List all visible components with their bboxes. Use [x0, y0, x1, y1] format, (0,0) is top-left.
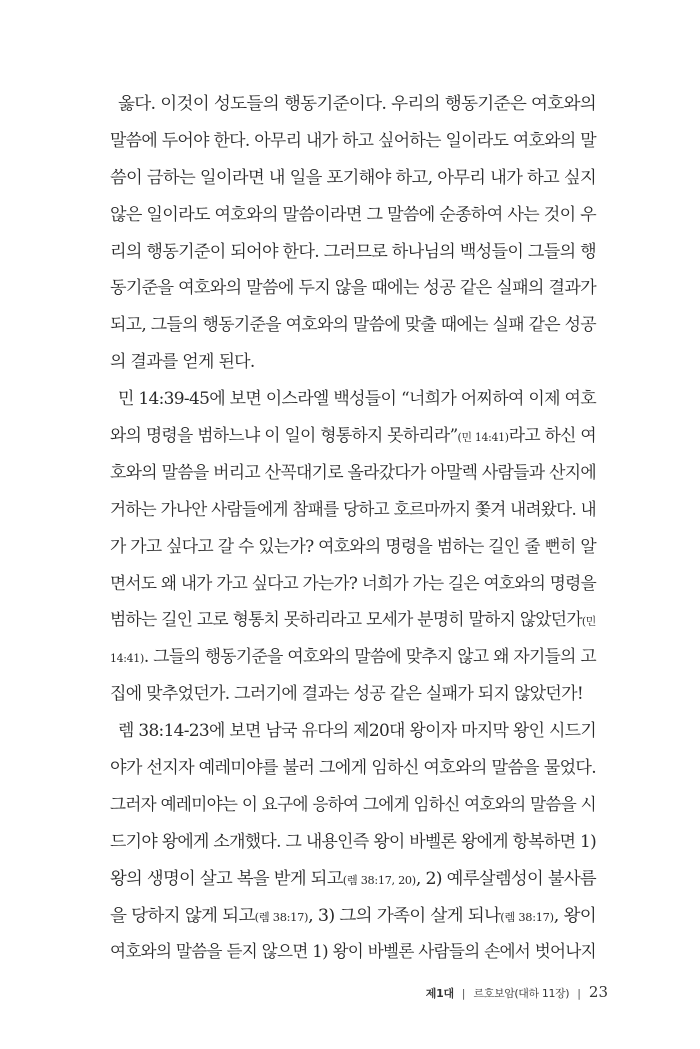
text-run: 집에 맞추었던가. 그러기에 결과는 성공 같은 실패가 되지 않았던가! [110, 684, 583, 705]
text-line-content [110, 455, 596, 492]
text-line-content [110, 934, 596, 971]
text-line [110, 492, 610, 529]
scripture-reference: (렘 38:17, 20) [342, 873, 416, 887]
text-line [110, 197, 610, 234]
text-line [110, 344, 610, 381]
text-run: 의 결과를 얻게 된다. [110, 352, 255, 373]
text-line-content [110, 861, 596, 900]
scripture-reference: (민 14:41) [457, 431, 509, 445]
text-line [110, 455, 610, 492]
text-line [110, 566, 610, 603]
footer-section-label: 제1대 [425, 987, 454, 1000]
text-line [110, 381, 610, 418]
text-run: 민 14:39-45에 보면 이스라엘 백성들이 “너희가 어찌하여 이제 여호 [118, 389, 596, 410]
text-line-content [110, 418, 596, 457]
text-line-content [110, 307, 596, 344]
text-line-content [110, 824, 596, 861]
text-run: 왕의 생명이 살고 복을 받게 되고 [110, 868, 343, 889]
text-line [110, 418, 610, 455]
text-line [110, 750, 610, 787]
text-line [110, 234, 610, 271]
text-line [110, 824, 610, 861]
text-line [110, 123, 610, 160]
text-line [110, 861, 610, 898]
text-line-content [110, 898, 596, 937]
text-line-content [110, 639, 596, 678]
text-line-content [110, 234, 596, 271]
text-run: , 3) 그의 가족이 살게 되나 [308, 905, 501, 926]
text-line [110, 898, 610, 935]
text-line-content [110, 602, 596, 641]
text-line [110, 86, 610, 123]
scripture-reference: (민 [581, 615, 596, 629]
text-line-content [110, 676, 583, 713]
running-footer [426, 983, 608, 1007]
text-run: 되고, 그들의 행동기준을 여호와의 말씀에 맞출 때에는 실패 같은 성공 [110, 315, 596, 336]
text-line-content [110, 270, 596, 307]
text-line [110, 639, 610, 676]
text-line [110, 934, 610, 971]
text-run: 라고 하신 여 [508, 426, 596, 447]
text-line-content [110, 160, 596, 197]
text-run: 여호와의 말씀을 듣지 않으면 1) 왕이 바벨론 사람들의 손에서 벗어나지 [110, 942, 596, 963]
text-line [110, 270, 610, 307]
text-line-content [110, 787, 596, 824]
text-line-content [110, 492, 596, 529]
footer-chapter-title: 르호보암(대하 11장) [473, 987, 570, 1000]
scripture-reference: 14:41) [110, 652, 144, 666]
scripture-reference: (렘 38:17) [500, 910, 554, 924]
text-run: 와의 명령을 범하느냐 이 일이 형통하지 못하리라” [110, 426, 458, 447]
text-run: 을 당하지 않게 되고 [110, 905, 255, 926]
text-run: 범하는 길인 고로 형통치 못하리라고 모세가 분명히 말하지 않았던가 [110, 610, 582, 631]
text-line-content [110, 197, 596, 234]
text-line-content [110, 529, 596, 566]
page-number: 23 [588, 983, 608, 1001]
text-line [110, 602, 610, 639]
text-line-content [110, 566, 596, 603]
text-run: 씀이 금하는 일이라면 내 일을 포기해야 하고, 아무리 내가 하고 싶지 [110, 167, 596, 188]
text-run: 말씀에 두어야 한다. 아무리 내가 하고 싶어하는 일이라도 여호와의 말 [110, 130, 596, 151]
text-line-content [110, 123, 596, 160]
text-run: 드기야 왕에게 소개했다. 그 내용인즉 왕이 바벨론 왕에게 항복하면 1) [110, 831, 596, 852]
text-run: 가 가고 싶다고 갈 수 있는가? 여호와의 명령을 범하는 길인 줄 뻔히 알 [110, 536, 596, 557]
text-run: 면서도 왜 내가 가고 싶다고 가는가? 너희가 가는 길은 여호와의 명령을 [110, 573, 596, 594]
text-run: 호와의 말씀을 버리고 산꼭대기로 올라갔다가 아말렉 사람들과 산지에 [110, 462, 596, 483]
text-run: 동기준을 여호와의 말씀에 두지 않을 때에는 성공 같은 실패의 결과가 [110, 278, 596, 299]
text-run: 리의 행동기준이 되어야 한다. 그러므로 하나님의 백성들이 그들의 행 [110, 241, 596, 262]
text-line-content [110, 750, 596, 787]
scripture-reference: (렘 38:17) [254, 910, 309, 924]
text-line [110, 160, 610, 197]
footer-separator: | [577, 987, 581, 1000]
text-line [110, 713, 610, 750]
text-line [110, 787, 610, 824]
text-run: . 그들의 행동기준을 여호와의 말씀에 맞추지 않고 왜 자기들의 고 [143, 647, 596, 668]
text-line-content [118, 86, 596, 123]
text-run: , 2) 예루살렘성이 불사름 [415, 868, 596, 889]
footer-separator: | [461, 987, 466, 1000]
text-run: 렘 38:14-23에 보면 남국 유다의 제20대 왕이자 마지막 왕인 시드기 [118, 721, 596, 742]
text-run: 야가 선지자 예레미야를 불러 그에게 임하신 여호와의 말씀을 물었다. [110, 758, 596, 779]
text-line [110, 529, 610, 566]
text-run: 않은 일이라도 여호와의 말씀이라면 그 말씀에 순종하여 사는 것이 우 [110, 204, 596, 225]
body-text [110, 86, 610, 971]
text-line [110, 676, 610, 713]
text-run: , 왕이 [553, 905, 596, 926]
text-run: 거하는 가나안 사람들에게 참패를 당하고 호르마까지 쫓겨 내려왔다. 내 [110, 499, 596, 520]
text-line-content [118, 381, 596, 418]
text-line-content [110, 344, 255, 381]
text-run: 옳다. 이것이 성도들의 행동기준이다. 우리의 행동기준은 여호와의 [118, 94, 596, 114]
text-run: 그러자 예레미야는 이 요구에 응하여 그에게 임하신 여호와의 말씀을 시 [110, 794, 596, 815]
text-line [110, 307, 610, 344]
text-line-content [118, 713, 596, 750]
